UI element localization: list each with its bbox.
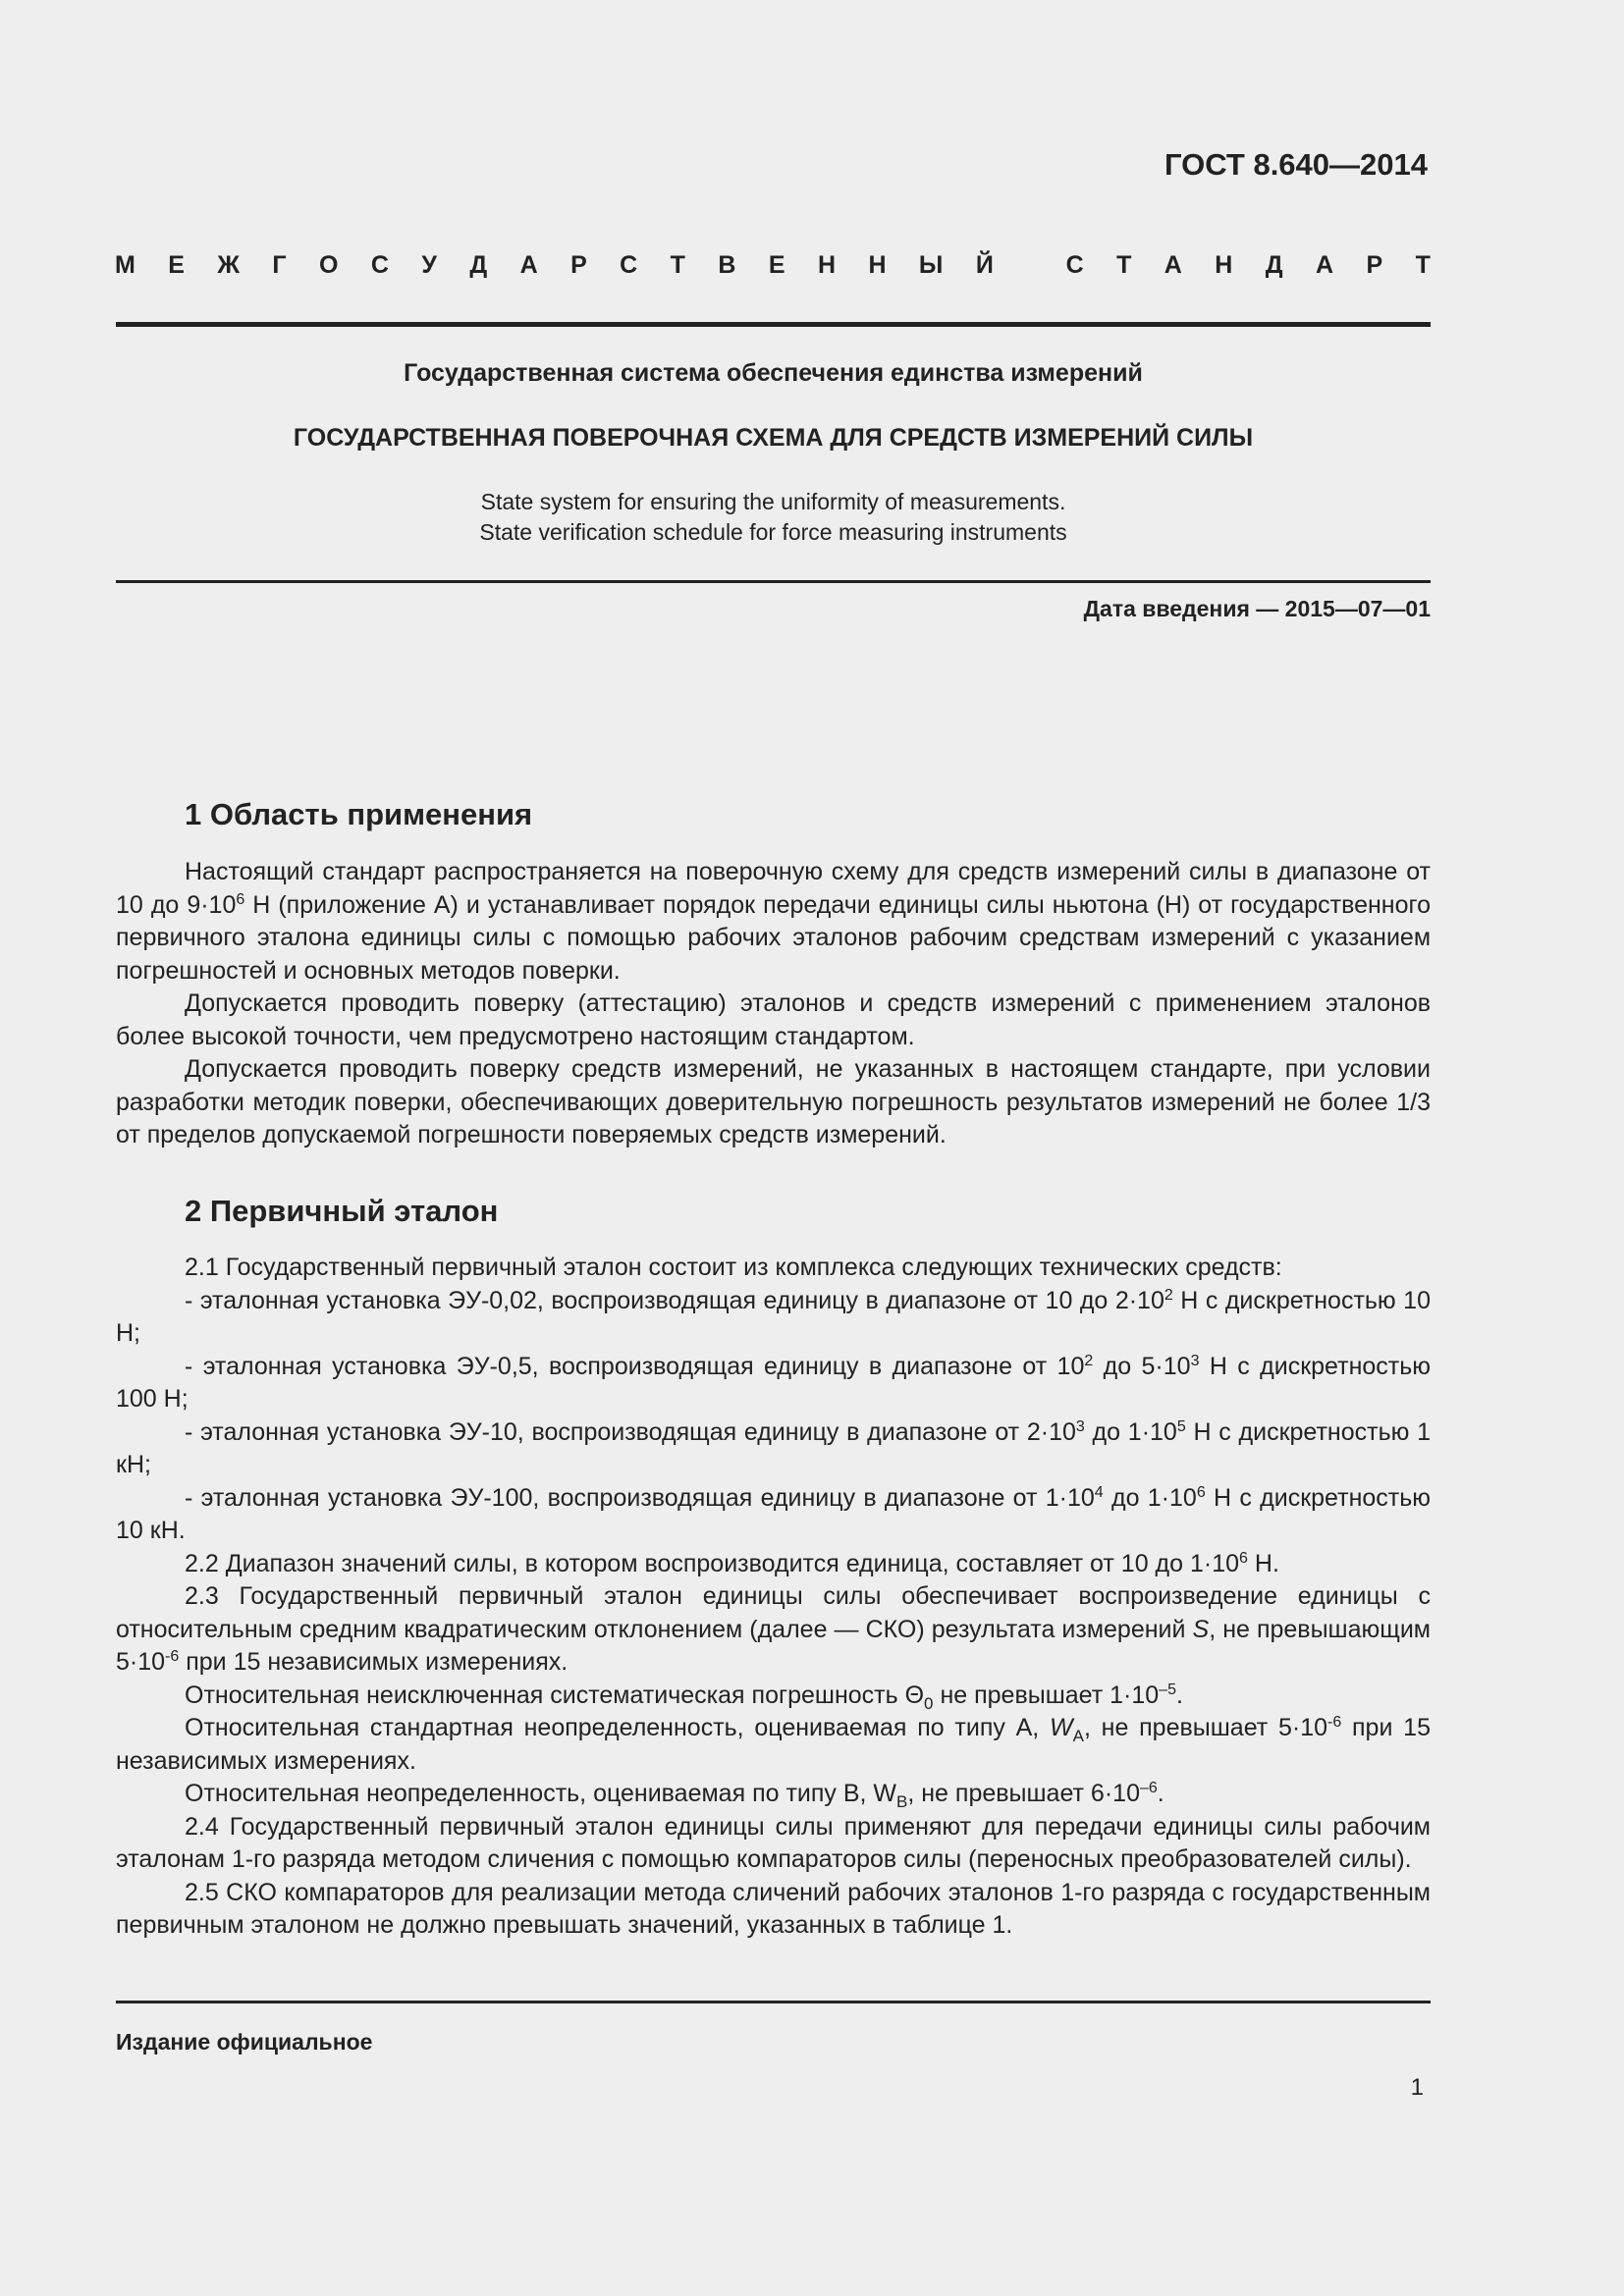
header-letter: Е <box>168 251 185 279</box>
header-letter: В <box>718 251 736 279</box>
standard-type-header <box>115 251 1431 280</box>
official-edition-label: Издание официальное <box>116 2029 373 2055</box>
header-letter: А <box>519 251 538 279</box>
paragraph: Допускается проводить поверку средств измерений, не указанных в настоящем стандарте, при условии разработки методик поверки, обеспечивающих доверительную погрешность результатов измерений не более 1/3 от пределов допускаемой погрешности поверяемых средств измерений. <box>116 1055 1431 1148</box>
header-letter: Т <box>1116 251 1132 279</box>
header-letter: Ы <box>918 251 944 279</box>
paragraph-2-4: 2.4 Государственный первичный эталон единицы силы применяют для передачи единицы силы рабочим эталонам 1-го разряда методом сличения с помощью компараторов силы (переносных преобразователей силы). <box>116 1812 1431 1873</box>
section-2-body <box>116 1252 1431 1943</box>
list-item: - эталонная установка ЭУ-0,02, воспроизводящая единицу в диапазоне от 10 до $2\cdot 10^2$ Н с дискретностью 10 Н; <box>116 1286 1431 1347</box>
paragraph-2-1: 2.1 Государственный первичный эталон состоит из комплекса следующих технических средств: <box>185 1254 1282 1281</box>
section-2-heading: 2 Первичный эталон <box>185 1194 499 1228</box>
header-letter: О <box>319 251 339 279</box>
header-letter: Г <box>272 251 287 279</box>
header-letter: Н <box>817 251 837 279</box>
header-letter: М <box>115 251 135 279</box>
paragraph-2-2: 2.2 Диапазон значений силы, в котором воспроизводится единица, составляет от 10 до $1\cdot 10^6$ Н. <box>185 1549 1279 1577</box>
header-letter: С <box>370 251 389 279</box>
main-title: ГОСУДАРСТВЕННАЯ ПОВЕРОЧНАЯ СХЕМА ДЛЯ СРЕДСТВ ИЗМЕРЕНИЙ СИЛЫ <box>293 424 1254 452</box>
header-letter: Ж <box>217 251 240 279</box>
section-1-body <box>116 856 1431 1152</box>
header-letter: Й <box>975 251 994 279</box>
header-letter: Р <box>1366 251 1383 279</box>
header-letter: У <box>421 251 437 279</box>
english-title-line-1: State system for ensuring the uniformity of measurements. <box>480 489 1066 514</box>
title-rule <box>116 580 1431 583</box>
paragraph-wa: Относительная стандартная неопределенность, оцениваемая по типу А, $W_A$, не превышает $5\cdot 10^{-6}$ при 15 независимых измерениях. <box>116 1714 1431 1775</box>
header-letter: Е <box>768 251 785 279</box>
english-title-line-2: State verification schedule for force measuring instruments <box>479 519 1067 545</box>
header-letter: Д <box>1265 251 1283 279</box>
document-code: ГОСТ 8.640—2014 <box>1164 147 1428 182</box>
paragraph-2-5: 2.5 СКО компараторов для реализации метода сличений рабочих эталонов 1-го разряда с государственным первичным эталоном не должно превышать значений, указанных в таблице 1. <box>116 1878 1431 1939</box>
header-letter: Д <box>469 251 488 279</box>
system-title: Государственная система обеспечения единства измерений <box>404 359 1143 387</box>
header-letter: Н <box>868 251 887 279</box>
header-letter: Н <box>1215 251 1233 279</box>
paragraph-theta: Относительная неисключенная систематическая погрешность $\Theta_0$ не превышает $1\cdot 10^{-5}$. <box>185 1681 1183 1713</box>
list-item: - эталонная установка ЭУ-10, воспроизводящая единицу в диапазоне от $2\cdot 10^3$ до $1\cdot 10^5$ Н с дискретностью 1 кН; <box>116 1417 1432 1478</box>
header-letter: А <box>1315 251 1334 279</box>
header-rule <box>116 322 1431 327</box>
header-letter <box>1026 251 1033 280</box>
footer-rule <box>116 2001 1431 2003</box>
header-letter: Р <box>570 251 587 279</box>
introduction-date: Дата введения — 2015—07—01 <box>1083 596 1431 621</box>
paragraph: Допускается проводить поверку (аттестацию) эталонов и средств измерений с применением эталонов более высокой точности, чем предусмотрено настоящим стандартом. <box>116 989 1431 1050</box>
section-1-heading: 1 Область применения <box>185 797 533 831</box>
list-item: - эталонная установка ЭУ-0,5, воспроизводящая единицу в диапазоне от $10^2$ до $5\cdot 10^3$ Н с дискретностью 100 Н; <box>116 1352 1432 1413</box>
header-letter: А <box>1164 251 1182 279</box>
header-letter: Т <box>1415 251 1431 279</box>
list-item: - эталонная установка ЭУ-100, воспроизводящая единицу в диапазоне от $1\cdot 10^4$ до $1\cdot 10^6$ Н с дискретностью 10 кН. <box>116 1483 1432 1544</box>
paragraph-wb: Относительная неопределенность, оцениваемая по типу В, $W_B$, не превышает $6\cdot 10^{-6}$. <box>185 1780 1164 1811</box>
header-letter: С <box>1065 251 1084 279</box>
paragraph-2-3: 2.3 Государственный первичный эталон единицы силы обеспечивает воспроизведение единицы с относительным средним квадратическим отклонением (далее — СКО) результата измерений S, не превышающим $5\cdot 10^{-6}$ при 15 независимых измерениях. <box>116 1582 1431 1676</box>
header-letter: Т <box>670 251 685 279</box>
page-number: 1 <box>1410 2074 1424 2101</box>
header-letter: С <box>620 251 638 279</box>
paragraph: Настоящий стандарт распространяется на поверочную схему для средств измерений силы в диапазоне от 10 до $9\cdot 10^6$ Н (приложение А) и устанавливает порядок передачи единицы силы ньютона (Н) от государственного первичного эталона единицы силы с помощью рабочих эталонов рабочим средствам измерений с указанием погрешностей и основных методов поверки. <box>116 858 1431 985</box>
